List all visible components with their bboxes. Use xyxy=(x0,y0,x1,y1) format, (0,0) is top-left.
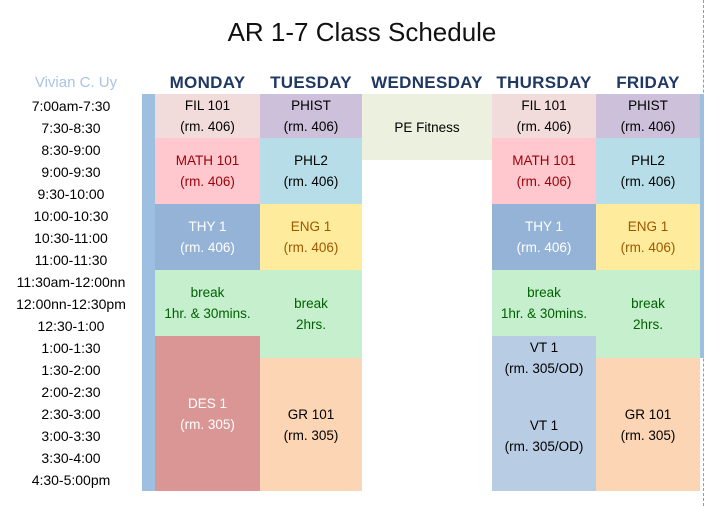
time-slot: 9:30-10:00 xyxy=(37,186,105,202)
class-label: DES 1 (rm. 305) xyxy=(180,395,235,432)
class-block-thursday-math101 xyxy=(492,138,596,204)
time-slot: 10:30-11:00 xyxy=(34,230,108,246)
class-block-tuesday-phl2 xyxy=(260,138,362,204)
time-slot: 11:00-11:30 xyxy=(34,252,108,268)
class-block-friday-eng1 xyxy=(596,204,700,270)
schedule-right-border xyxy=(700,94,704,358)
time-slot: 1:30-2:00 xyxy=(41,362,101,378)
class-label: PHL2 (rm. 406) xyxy=(620,153,676,189)
class-label: break 2hrs. xyxy=(294,296,328,332)
break-block-tuesday xyxy=(260,270,362,358)
schedule-left-border xyxy=(142,94,155,491)
class-block-thursday-thy1 xyxy=(492,204,596,270)
class-label: FIL 101 (rm. 406) xyxy=(180,98,235,134)
class-label: MATH 101 (rm. 406) xyxy=(512,153,576,189)
time-slot: 10:00-10:30 xyxy=(33,208,109,224)
class-label: GR 101 (rm. 305) xyxy=(620,406,676,443)
class-block-monday-fil101 xyxy=(155,94,260,138)
class-block-monday-thy1 xyxy=(155,204,260,270)
class-block-thursday-fil101 xyxy=(492,94,596,138)
day-header-wednesday: WEDNESDAY xyxy=(371,73,483,92)
class-block-wednesday-pe xyxy=(362,94,492,160)
class-label: VT 1 (rm. 305/OD) xyxy=(504,417,584,454)
day-header-thursday: THURSDAY xyxy=(496,73,592,92)
time-slot: 11:30am-12:00nn xyxy=(16,274,126,290)
class-label: THY 1 (rm. 406) xyxy=(516,219,572,255)
class-label: MATH 101 (rm. 406) xyxy=(175,153,240,189)
time-slot: 4:30-5:00pm xyxy=(31,472,111,488)
class-block-monday-math101 xyxy=(155,138,260,204)
class-block-friday-phl2 xyxy=(596,138,700,204)
class-block-friday-gr101 xyxy=(596,358,700,491)
class-block-tuesday-eng1 xyxy=(260,204,362,270)
class-label: PHIST (rm. 406) xyxy=(620,98,676,134)
time-slot: 12:00nn-12:30pm xyxy=(16,296,126,312)
time-slot: 1:00-1:30 xyxy=(41,340,101,356)
break-block-monday xyxy=(155,270,260,336)
author-name: Vivian C. Uy xyxy=(34,74,118,91)
day-header-tuesday: TUESDAY xyxy=(270,73,352,92)
time-slot: 12:30-1:00 xyxy=(37,318,105,334)
day-header-friday: FRIDAY xyxy=(616,73,680,92)
class-block-tuesday-phist xyxy=(260,94,362,138)
class-label: PE Fitness xyxy=(394,119,460,135)
time-slot: 7:30-8:30 xyxy=(41,120,101,136)
time-slot: 8:30-9:00 xyxy=(41,142,101,158)
class-label: FIL 101 (rm. 406) xyxy=(516,98,572,134)
break-block-thursday xyxy=(492,270,596,336)
class-label: PHL2 (rm. 406) xyxy=(283,153,339,189)
class-block-friday-phist xyxy=(596,94,700,138)
class-block-monday-des1 xyxy=(155,336,260,491)
time-slot: 3:30-4:00 xyxy=(41,450,101,466)
time-slot: 2:00-2:30 xyxy=(41,384,101,400)
time-slot: 2:30-3:00 xyxy=(41,406,101,422)
class-label: VT 1 (rm. 305/OD) xyxy=(504,340,584,376)
class-label: THY 1 (rm. 406) xyxy=(180,219,235,255)
class-label: ENG 1 (rm. 406) xyxy=(620,219,676,255)
class-label: break 2hrs. xyxy=(631,296,665,332)
time-slot: 9:00-9:30 xyxy=(41,164,101,180)
day-header-monday: MONDAY xyxy=(169,73,246,92)
class-label: ENG 1 (rm. 406) xyxy=(283,219,339,255)
break-block-friday xyxy=(596,270,700,358)
class-block-tuesday-gr101 xyxy=(260,358,362,491)
class-label: break 1hr. & 30mins. xyxy=(500,285,588,321)
time-slot: 7:00am-7:30 xyxy=(31,98,111,114)
class-label: break 1hr. & 30mins. xyxy=(164,285,251,321)
schedule-title: AR 1-7 Class Schedule xyxy=(227,17,497,47)
time-slot: 3:00-3:30 xyxy=(41,428,101,444)
class-block-thursday-vt1-first xyxy=(492,336,596,380)
class-label: GR 101 (rm. 305) xyxy=(283,406,339,443)
class-block-thursday-vt1-second xyxy=(492,380,596,491)
class-label: PHIST (rm. 406) xyxy=(283,98,339,134)
